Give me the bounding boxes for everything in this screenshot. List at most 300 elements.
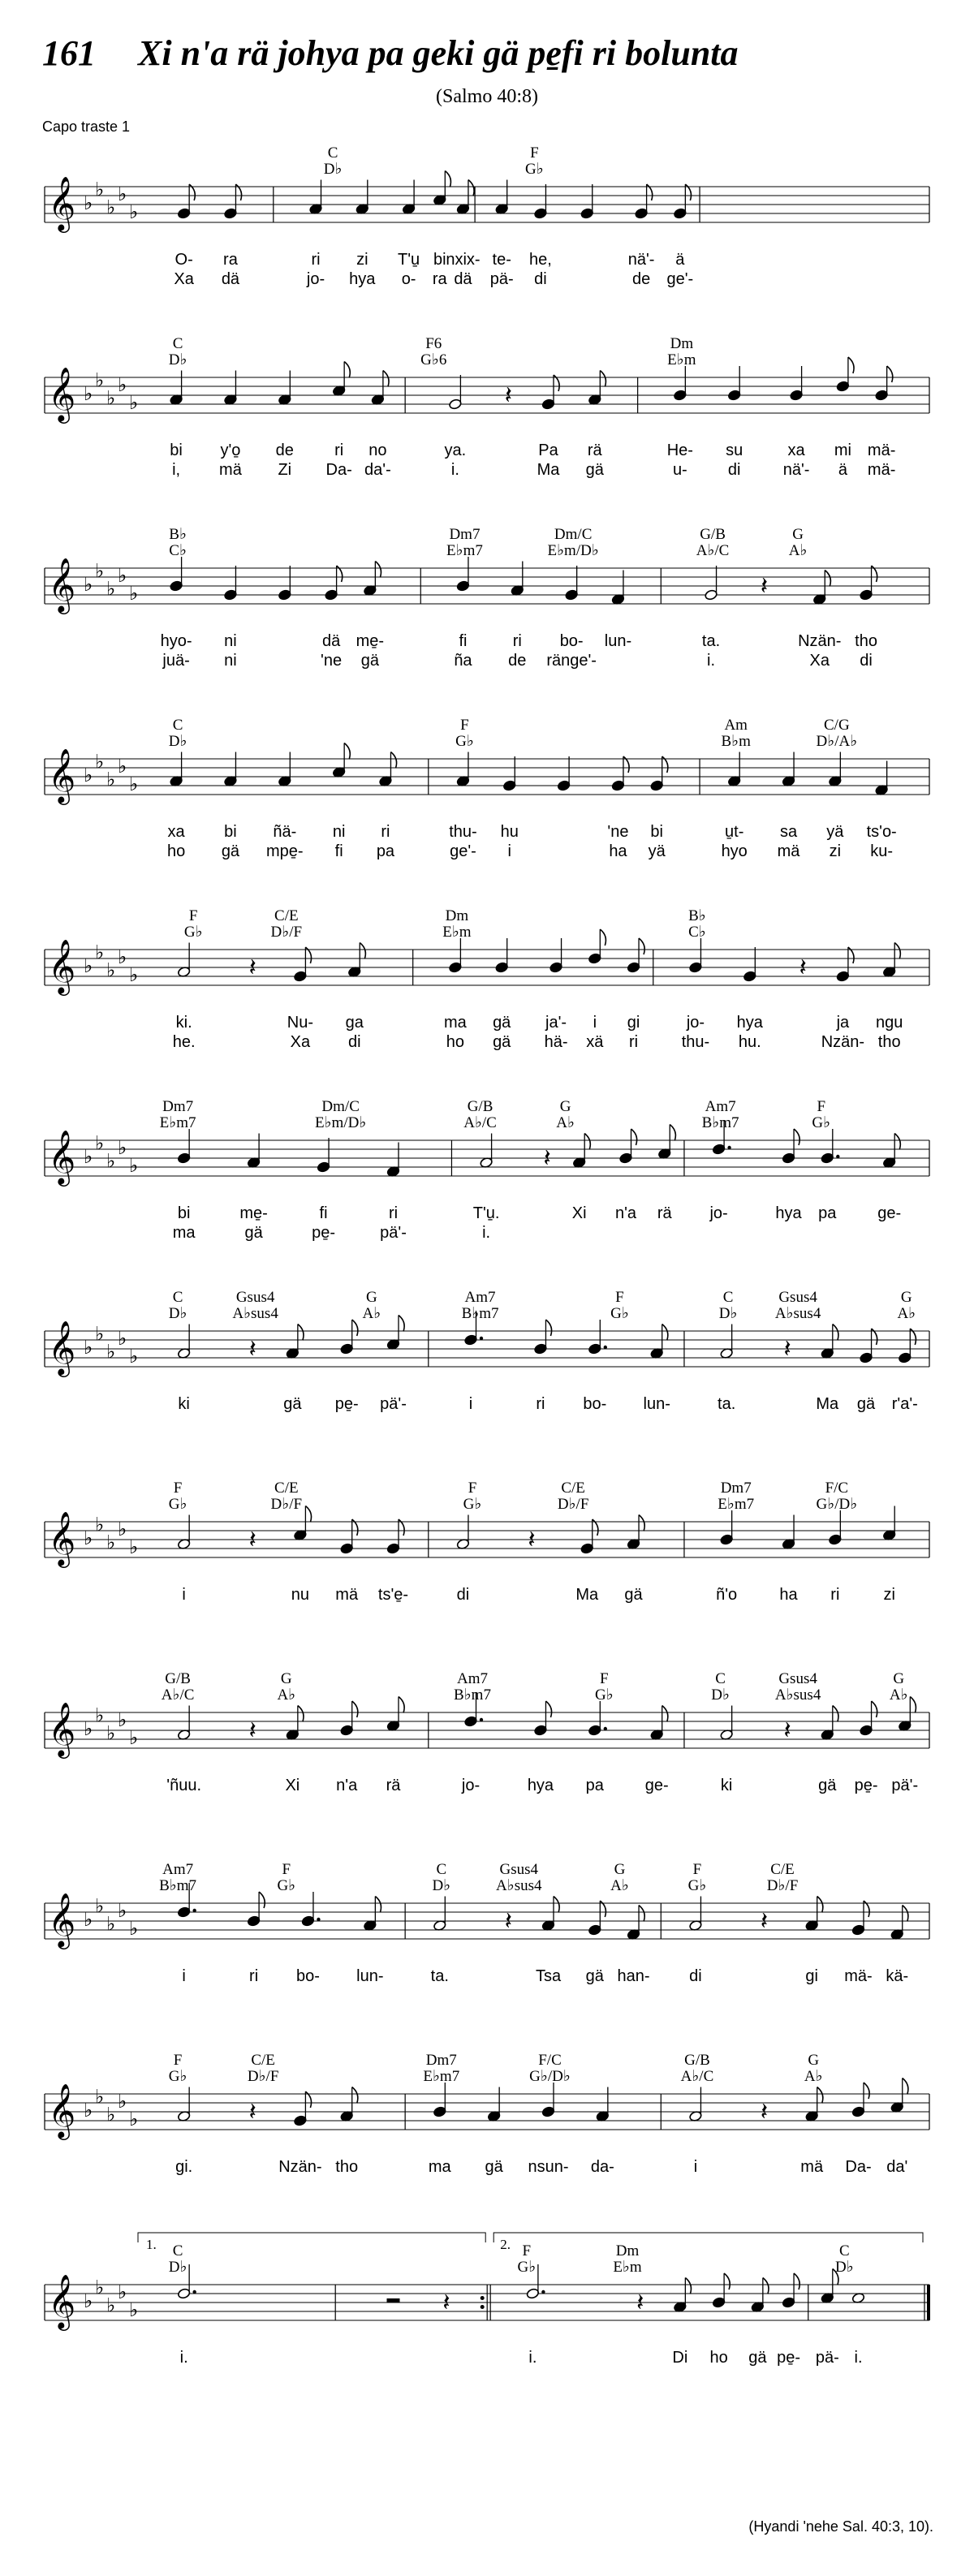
capo-chord-symbol: D♭ — [323, 161, 343, 178]
capo-chord-symbol: G♭ — [277, 1877, 296, 1894]
lyric-verse-2: i — [507, 842, 511, 860]
note-head — [705, 589, 718, 601]
quarter-rest: 𝄽 — [783, 1717, 791, 1745]
capo-chord-symbol: D♭/F — [247, 2068, 279, 2085]
flat-sign: ♭ — [118, 1899, 127, 1922]
flat-sign: ♭ — [84, 573, 93, 596]
capo-chord-symbol: E♭m/D♭ — [547, 542, 599, 559]
flat-sign: ♭ — [118, 755, 127, 778]
lyric-verse-1: lun- — [643, 1395, 670, 1413]
note-flag — [872, 1701, 877, 1717]
capo-chord-symbol: E♭m/D♭ — [314, 1114, 367, 1131]
lyric-verse-2: pa — [376, 842, 395, 860]
lyric-verse-1: da- — [590, 2158, 614, 2176]
chord-symbol: F — [460, 717, 469, 734]
dot — [317, 1918, 320, 1921]
chord-symbol: G — [365, 1289, 377, 1306]
flat-sign: ♭ — [95, 941, 105, 964]
lyric-verse-2: u- — [672, 461, 687, 479]
lyric-verse-1: tho — [335, 2158, 359, 2176]
note-head — [805, 2110, 819, 2122]
chord-symbol: Dm/C — [554, 526, 593, 543]
lyric-verse-1: ts'e̱- — [377, 1586, 409, 1604]
flat-sign: ♭ — [95, 750, 105, 773]
capo-chord-symbol: C♭ — [169, 542, 187, 559]
flat-sign: ♭ — [84, 2099, 93, 2122]
lyric-verse-2: i. — [482, 1224, 491, 1242]
note-head — [371, 394, 385, 405]
note-head — [402, 203, 416, 214]
flat-sign: ♭ — [129, 2298, 139, 2321]
note-head — [782, 1152, 795, 1164]
flat-sign: ♭ — [95, 368, 105, 392]
chord-symbol: F — [468, 1480, 477, 1497]
lyric-verse-1: fi — [319, 1204, 328, 1222]
volta-bracket-2 — [493, 2233, 923, 2242]
lyric-verse-1: Nu- — [287, 1014, 314, 1032]
capo-chord-symbol: E♭m7 — [159, 1114, 196, 1131]
chord-symbol: G — [792, 526, 804, 543]
lyric-verse-1: ta. — [718, 1395, 736, 1413]
flat-sign: ♭ — [95, 178, 105, 201]
chord-symbol: C — [172, 717, 183, 734]
volta-1-label: 1. — [146, 2237, 157, 2252]
lyric-verse-1: pe̱- — [777, 2349, 801, 2367]
note-flag — [390, 752, 396, 769]
lyric-verse-1: bo- — [559, 632, 584, 650]
chord-symbol: F — [188, 907, 198, 924]
lyric-verse-2: gä — [585, 461, 604, 479]
lyric-verse-1: mä — [335, 1586, 359, 1604]
lyric-verse-2: di — [727, 461, 741, 479]
treble-clef: 𝄞 — [48, 1129, 76, 1184]
final-barline-thick — [927, 2285, 930, 2320]
chord-symbol: Am7 — [162, 1861, 194, 1878]
capo-chord-symbol: A♭/C — [463, 1114, 497, 1131]
chord-symbol: F — [522, 2242, 532, 2259]
note-flag — [639, 938, 644, 954]
capo-chord-symbol: G♭ — [525, 161, 544, 178]
quarter-rest: 𝄽 — [760, 572, 769, 601]
note-head — [674, 390, 687, 401]
lyric-verse-1: nu — [291, 1586, 310, 1604]
note-flag — [352, 2087, 358, 2104]
note-flag — [600, 371, 606, 387]
lyric-verse-1: 'ne — [607, 823, 629, 841]
treble-clef: 𝄞 — [48, 1701, 76, 1756]
note-head — [782, 2297, 795, 2308]
lyric-verse-2: ränge'- — [546, 652, 597, 670]
lyric-verse-1: bo- — [583, 1395, 607, 1413]
capo-chord-symbol: D♭/F — [270, 924, 303, 941]
note-head — [588, 953, 602, 964]
treble-clef: 𝄞 — [48, 366, 76, 421]
lyric-verse-1: hya — [775, 1204, 802, 1222]
treble-clef: 𝄞 — [48, 175, 76, 230]
chord-symbol: F — [692, 1861, 702, 1878]
lyric-verse-2: Xa — [809, 652, 830, 670]
note-head — [727, 390, 741, 401]
flat-sign: ♭ — [129, 963, 139, 986]
lyric-verse-1: ta. — [701, 632, 721, 650]
flat-sign: ♭ — [84, 382, 93, 405]
lyric-verse-1: lun- — [356, 1967, 384, 1985]
flat-sign: ♭ — [129, 2108, 139, 2130]
note-head — [177, 1152, 191, 1164]
note-head — [170, 580, 183, 592]
note-head — [294, 2115, 308, 2126]
note-head — [511, 584, 524, 596]
note-head — [294, 971, 308, 982]
lyric-verse-1: gä — [485, 2158, 503, 2176]
flat-sign: ♭ — [95, 1894, 105, 1918]
note-head — [720, 1347, 734, 1359]
quarter-rest: 𝄽 — [504, 381, 512, 410]
lyric-verse-1: ma — [428, 2158, 451, 2176]
treble-clef: 𝄞 — [48, 1892, 76, 1947]
note-flag — [894, 943, 900, 959]
flat-sign: ♭ — [129, 391, 139, 414]
note-flag — [794, 2273, 799, 2290]
note-head — [860, 589, 873, 601]
note-head — [588, 1343, 602, 1355]
quarter-rest: 𝄽 — [248, 1335, 256, 1363]
chord-symbol: G — [559, 1098, 571, 1115]
note-head — [464, 1334, 478, 1346]
lyric-verse-1: Pa — [538, 442, 558, 459]
capo-chord-symbol: A♭ — [788, 542, 808, 559]
dot — [604, 1346, 607, 1349]
capo-chord-symbol: A♭ — [804, 2068, 823, 2085]
lyric-verse-1: zi — [883, 1586, 895, 1604]
lyric-verse-1: fi — [459, 632, 468, 650]
note-flag — [344, 362, 350, 378]
capo-chord-symbol: G♭ — [455, 733, 474, 750]
note-head — [278, 394, 292, 405]
lyric-verse-1: pe̱- — [854, 1777, 878, 1794]
lyric-verse-2: Xa — [290, 1033, 311, 1051]
note-head — [456, 1538, 470, 1549]
note-flag — [685, 2278, 691, 2294]
lyric-verse-1: bi — [170, 442, 183, 459]
lyric-verse-1: bi — [433, 251, 446, 269]
lyric-verse-2: ma — [172, 1224, 196, 1242]
lyric-verse-1: pa — [818, 1204, 837, 1222]
note-head — [325, 589, 338, 601]
lyric-verse-1: T'u̱. — [472, 1204, 500, 1222]
capo-chord-symbol: G♭ — [687, 1877, 707, 1894]
lyric-verse-1: n'a — [614, 1204, 637, 1222]
note-head — [487, 2110, 501, 2122]
capo-chord-symbol: D♭ — [168, 2259, 187, 2276]
note-head — [890, 1928, 904, 1940]
note-flag — [903, 1906, 908, 1922]
lyric-verse-2: dä — [221, 270, 240, 288]
note-head — [650, 1347, 664, 1359]
flat-sign: ♭ — [106, 958, 116, 982]
flat-sign: ♭ — [118, 1708, 127, 1731]
flat-sign: ♭ — [129, 582, 139, 605]
lyric-verse-1: Nzän- — [798, 632, 842, 650]
lyric-verse-1: de — [275, 442, 294, 459]
capo-chord-symbol: E♭m — [442, 924, 472, 941]
repeat-dot — [481, 2296, 485, 2300]
lyric-verse-2: ge'- — [666, 270, 694, 288]
capo-chord-symbol: D♭ — [168, 351, 187, 368]
lyric-verse-1: nsun- — [528, 2158, 569, 2176]
lyric-verse-1: y'o̱ — [220, 442, 241, 459]
chord-symbol: G — [614, 1861, 626, 1878]
note-head — [317, 1161, 330, 1173]
capo-chord-symbol: A♭/C — [696, 542, 730, 559]
note-head — [386, 1720, 400, 1731]
note-head — [580, 208, 594, 219]
lyric-verse-1: n'a — [336, 1777, 358, 1794]
capo-chord-symbol: A♭ — [610, 1877, 629, 1894]
chord-symbol: Dm7 — [449, 526, 481, 543]
lyric-verse-2: ä — [838, 461, 847, 479]
lyric-verse-1: gi — [627, 1014, 640, 1032]
note-head — [674, 2301, 687, 2312]
note-flag — [670, 1125, 675, 1141]
note-head — [433, 1919, 447, 1931]
lyric-verse-1: ri — [311, 251, 321, 269]
chord-symbol: C/E — [274, 907, 299, 924]
note-head — [356, 203, 369, 214]
flat-sign: ♭ — [106, 196, 116, 219]
note-head — [495, 203, 509, 214]
chord-symbol: C — [172, 335, 183, 352]
note-flag — [468, 180, 474, 196]
note-head — [549, 962, 563, 973]
note-head — [890, 2101, 904, 2113]
capo-chord-symbol: E♭m — [613, 2259, 642, 2276]
lyric-verse-1: su — [726, 442, 743, 459]
note-head — [829, 775, 843, 786]
lyric-verse-1: T'u̱ — [398, 251, 420, 269]
chord-symbol: C — [436, 1861, 447, 1878]
note-head — [751, 2301, 765, 2312]
note-head — [364, 1919, 377, 1931]
chord-symbol: C/E — [561, 1480, 585, 1497]
note-head — [177, 1347, 191, 1359]
note-head — [689, 962, 703, 973]
note-flag — [305, 1506, 311, 1523]
flat-sign: ♭ — [129, 1536, 139, 1558]
lyric-verse-1: ja'- — [545, 1014, 567, 1032]
note-head — [456, 775, 470, 786]
capo-chord-symbol: G♭/D♭ — [816, 1496, 858, 1513]
note-head — [860, 1725, 873, 1736]
note-head — [534, 1725, 548, 1736]
note-head — [309, 203, 323, 214]
music-system — [45, 1861, 929, 1985]
note-head — [611, 780, 625, 791]
note-head — [875, 390, 889, 401]
note-head — [177, 1538, 191, 1549]
chord-symbol: C/E — [251, 2052, 275, 2069]
note-head — [821, 1347, 834, 1359]
note-head — [557, 780, 571, 791]
note-head — [386, 1338, 400, 1350]
chord-symbol: Dm — [615, 2242, 640, 2259]
lyric-verse-1: bi — [650, 823, 663, 841]
music-system — [45, 717, 929, 860]
capo-chord-symbol: A♭ — [362, 1305, 381, 1322]
lyric-verse-2: pä'- — [380, 1224, 407, 1242]
capo-chord-symbol: D♭ — [718, 1305, 738, 1322]
flat-sign: ♭ — [106, 386, 116, 410]
note-head — [247, 1915, 261, 1927]
flat-sign: ♭ — [118, 2281, 127, 2303]
note-head — [727, 775, 741, 786]
note-head — [224, 589, 238, 601]
lyric-verse-2: di — [347, 1033, 361, 1051]
lyric-verse-1: ä — [675, 251, 685, 269]
note-head — [278, 589, 292, 601]
lyric-verse-2: juä- — [162, 652, 190, 670]
lyric-verse-1: i. — [528, 2349, 537, 2367]
note-head — [449, 398, 463, 410]
lyric-verse-1: dä — [321, 632, 341, 650]
lyric-verse-1: ge- — [644, 1777, 669, 1794]
note-flag — [662, 1706, 668, 1722]
note-flag — [817, 1897, 823, 1913]
note-flag — [833, 1325, 838, 1341]
lyric-verse-2: ho — [446, 1033, 465, 1051]
lyric-verse-2: ña — [454, 652, 472, 670]
lyric-verse-2: fi — [334, 842, 343, 860]
note-head — [720, 1534, 734, 1545]
music-system — [45, 335, 929, 479]
note-flag — [887, 366, 893, 382]
note-head — [170, 394, 183, 405]
quarter-rest: 𝄽 — [248, 2098, 256, 2126]
lyric-verse-2: Ma — [537, 461, 560, 479]
flat-sign: ♭ — [84, 1717, 93, 1740]
dot — [480, 1718, 483, 1721]
note-head — [495, 962, 509, 973]
lyric-verse-2: Zi — [278, 461, 292, 479]
note-flag — [825, 571, 830, 587]
lyric-verse-1: pä- — [815, 2349, 839, 2367]
note-head — [805, 1919, 819, 1931]
chord-symbol: F — [600, 1670, 609, 1687]
lyric-verse-2: gä — [244, 1224, 263, 1242]
lyric-verse-1: u̱t- — [725, 823, 744, 841]
lyric-verse-1: ma — [444, 1014, 467, 1032]
treble-clef: 𝄞 — [48, 2273, 76, 2328]
flat-sign: ♭ — [106, 1912, 116, 1936]
capo-chord-symbol: A♭sus4 — [774, 1305, 821, 1322]
lyric-verse-1: tho — [855, 632, 877, 650]
note-flag — [724, 2273, 730, 2290]
note-head — [851, 2106, 865, 2117]
note-head — [433, 194, 447, 205]
lyric-verse-1: Ma — [575, 1586, 599, 1604]
capo-chord-symbol: G♭/D♭ — [529, 2068, 571, 2085]
lyric-verse-1: pä'- — [891, 1777, 919, 1794]
quarter-rest: 𝄽 — [528, 1526, 536, 1554]
lyric-verse-2: xä — [586, 1033, 604, 1051]
volta-bracket-1 — [138, 2233, 485, 2242]
capo-chord-symbol: D♭ — [168, 733, 187, 750]
lyric-verse-1: ge- — [877, 1204, 902, 1222]
chord-symbol: F/C — [538, 2052, 562, 2069]
music-system — [45, 1098, 929, 1242]
lyric-verse-1: rä — [657, 1204, 672, 1222]
hymn-number: 161 — [42, 33, 96, 73]
flat-sign: ♭ — [84, 764, 93, 786]
note-head — [588, 1924, 602, 1936]
note-head — [657, 1148, 671, 1159]
note-head — [301, 1915, 315, 1927]
lyric-verse-2: 'ne — [321, 652, 343, 670]
capo-chord-symbol: B♭m7 — [159, 1877, 197, 1894]
note-head — [364, 584, 377, 596]
capo-chord-symbol: G♭6 — [420, 351, 447, 368]
note-head — [635, 208, 649, 219]
music-system — [45, 1289, 929, 1413]
lyric-verse-2: o- — [401, 270, 416, 288]
dot — [836, 1155, 839, 1158]
quarter-rest: 𝄽 — [543, 1144, 551, 1173]
flat-sign: ♭ — [95, 1322, 105, 1346]
note-flag — [554, 1897, 559, 1913]
lyric-verse-1: gä — [818, 1777, 837, 1794]
lyric-verse-2: mä- — [867, 461, 896, 479]
lyric-verse-1: rä — [587, 442, 602, 459]
lyric-verse-1: i — [693, 2158, 698, 2176]
capo-chord-symbol: D♭/F — [270, 1496, 303, 1513]
chord-symbol: Dm7 — [425, 2052, 457, 2069]
note-head — [456, 580, 470, 592]
flat-sign: ♭ — [118, 183, 127, 205]
lyric-verse-1: mi — [834, 442, 851, 459]
flat-sign: ♭ — [106, 2103, 116, 2126]
note-head — [565, 589, 579, 601]
note-head — [332, 385, 346, 396]
lyric-verse-1: Xi — [285, 1777, 300, 1794]
treble-clef: 𝄞 — [48, 1320, 76, 1375]
lyric-verse-1: han- — [617, 1967, 650, 1985]
note-flag — [298, 1325, 304, 1341]
chord-symbol: F — [173, 1480, 183, 1497]
lyric-verse-1: pe̱- — [334, 1395, 359, 1413]
lyric-verse-1: i — [182, 1586, 186, 1604]
flat-sign: ♭ — [84, 1527, 93, 1549]
lyric-verse-1: gä — [585, 1967, 604, 1985]
lyric-verse-1: i. — [854, 2349, 863, 2367]
lyric-verse-2: mpe̱- — [266, 842, 304, 860]
chord-symbol: G — [893, 1670, 905, 1687]
capo-instruction: Capo traste 1 — [42, 118, 131, 135]
lyric-verse-2: i, — [172, 461, 181, 479]
lyric-verse-1: mä- — [867, 442, 896, 459]
lyric-verse-1: i — [182, 1967, 186, 1985]
chord-symbol: C/E — [274, 1480, 299, 1497]
note-head — [294, 1529, 308, 1540]
lyric-verse-1: ni — [332, 823, 346, 841]
lyric-verse-1: gä — [624, 1586, 643, 1604]
chord-symbol: G — [900, 1289, 912, 1306]
flat-sign: ♭ — [95, 2085, 105, 2109]
treble-clef: 𝄞 — [48, 938, 76, 993]
note-head — [541, 2106, 555, 2117]
note-head — [177, 1729, 191, 1740]
dot — [604, 1727, 607, 1730]
lyric-verse-1: r'a'- — [891, 1395, 918, 1413]
